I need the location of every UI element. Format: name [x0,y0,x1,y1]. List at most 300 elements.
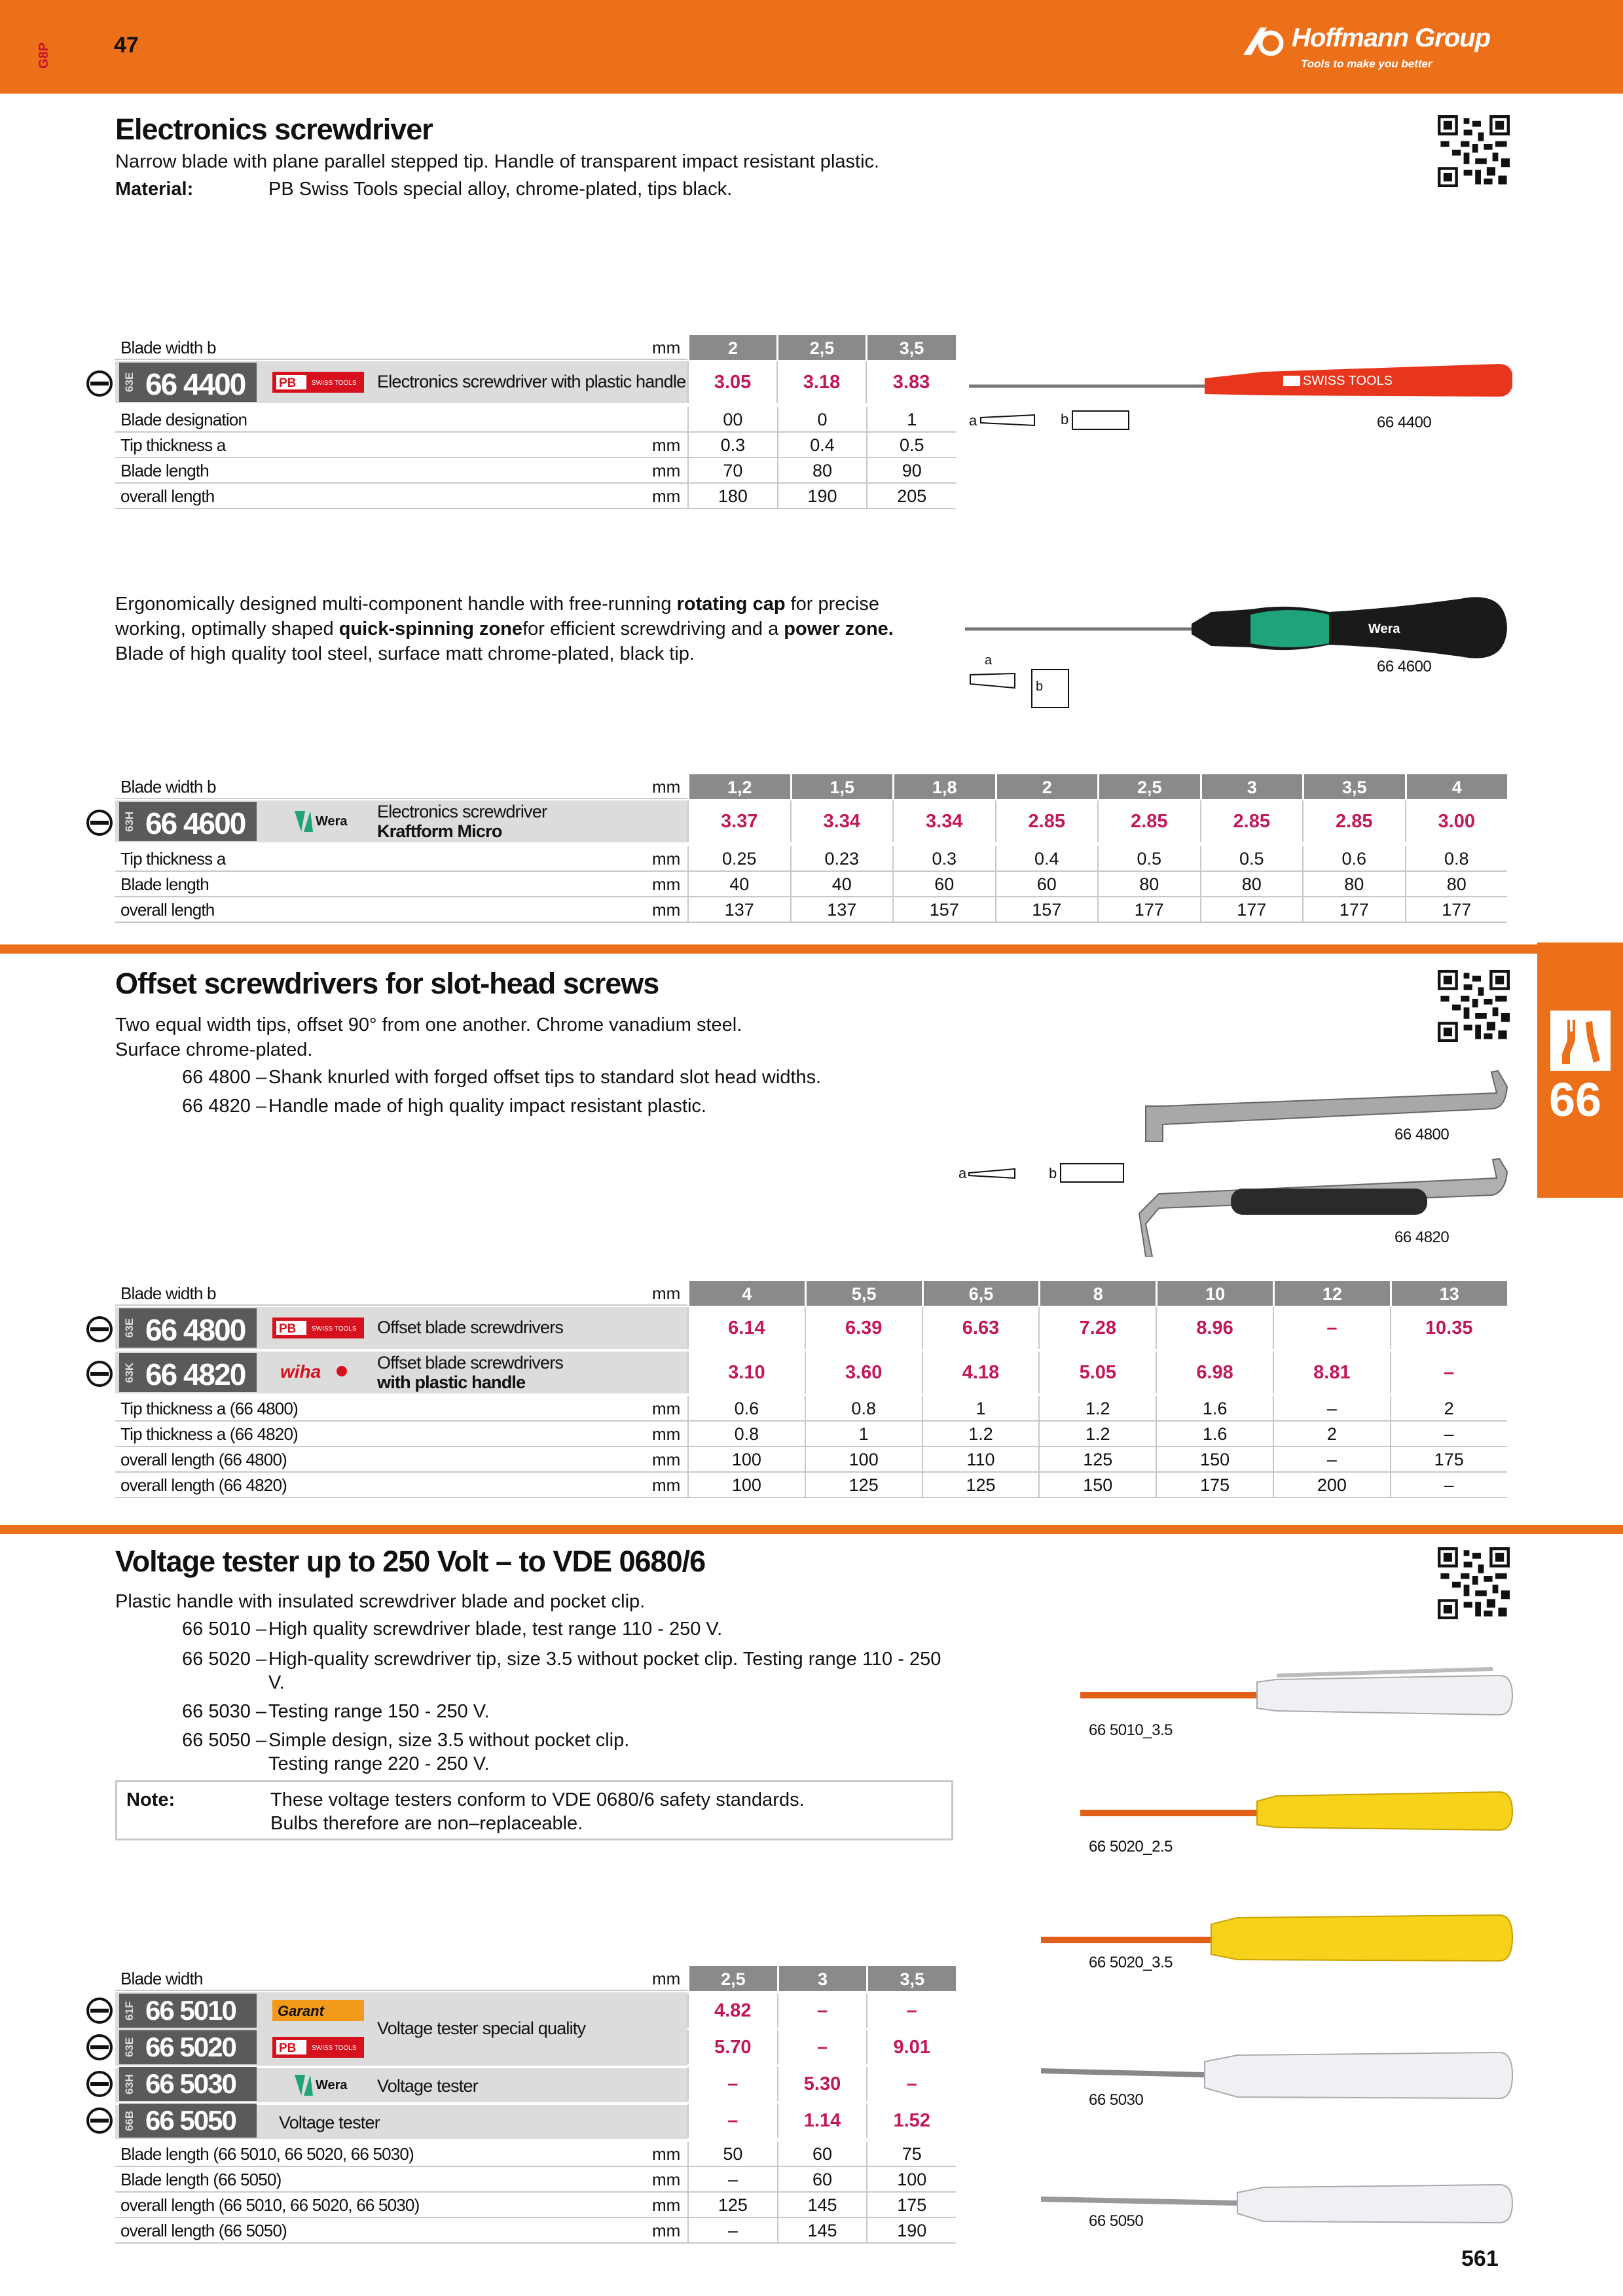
pb-swiss-tools-logo-icon [272,368,364,397]
item-text: Handle made of high quality impact resistant plastic. [268,1096,706,1117]
spec-value: – [1390,1473,1507,1498]
slot-screw-icon [86,1361,113,1387]
item-code: 66 4800 – [182,1067,267,1088]
spec-unit: mm [652,2221,681,2240]
hoffmann-logo-icon [1241,24,1286,58]
spec-value: 0.6 [1302,846,1405,872]
screwdriver-664600-image [962,586,1512,717]
product-name: Offset blade screwdrivers [377,1353,564,1372]
price: 8.81 [1273,1352,1390,1393]
item-text: High quality screwdriver blade, test range 110 - 250 V. [268,1619,723,1640]
section-title: Electronics screwdriver [115,113,433,146]
spec-value: – [1273,1447,1390,1473]
price: 2.85 [995,800,1098,842]
article-code: 66 4800 [145,1313,246,1347]
spec-value: 110 [922,1447,1039,1473]
spec-value: 1 [805,1422,922,1447]
product-name-line2: Kraftform Micro [377,821,502,841]
header-label: Blade width b [120,1283,216,1303]
garant-logo-icon [272,1998,364,2024]
spec-value: 177 [1200,897,1303,923]
article-number [119,2030,257,2064]
page-number: 561 [1461,2246,1499,2271]
voltage-tester-images [1041,1656,1519,2232]
spec-row [115,897,1507,923]
column-header: 3,5 [866,335,956,360]
spec-row [115,846,1507,872]
section-description: Two equal width tips, offset 90° from one another. Chrome vanadium steel. [115,1014,742,1035]
spec-value: 75 [866,2142,956,2167]
chapter-tab[interactable] [1537,942,1623,1198]
item-text: High-quality screwdriver tip, size 3.5 without pocket clip. Testing range 110 - 250 [268,1649,941,1670]
chapter-number: 66 [1549,1074,1602,1126]
spec-label: overall length (66 5010, 66 5020, 66 5030) [120,2195,420,2215]
product-name: Voltage tester special quality [377,2018,586,2038]
svg-text:a: a [969,412,977,429]
article-group: 63H [123,811,136,832]
spec-row [115,2218,956,2244]
spec-value: 125 [1038,1447,1156,1473]
price: – [1390,1352,1507,1393]
spec-value: 80 [1200,872,1303,897]
table-offset [115,1281,1507,1510]
column-header: 1,2 [687,774,790,799]
spec-value: 190 [777,484,867,509]
price: – [687,2104,777,2138]
product-row[interactable] [115,800,687,842]
price: 3.34 [892,800,995,842]
spec-row [115,872,1507,897]
spec-value: 145 [777,2218,867,2244]
description-line: working, optimally shaped quick-spinning zonefor efficient screwdriving and a power zone. [115,619,894,639]
spec-value: 125 [922,1473,1039,1498]
tools-icon [1548,1008,1613,1073]
unit-label: mm [652,338,681,357]
column-header: 2 [687,335,776,360]
brand-tagline: Tools to make you better [1301,58,1432,70]
spec-label: overall length (66 5050) [120,2221,287,2240]
spec-label: overall length (66 4820) [120,1475,287,1495]
svg-text:Wera: Wera [316,814,348,829]
spec-label: overall length (66 4800) [120,1450,287,1469]
price: 3.05 [687,361,776,403]
price: 7.28 [1038,1307,1156,1349]
slot-screw-icon [86,1998,113,2024]
column-header: 2,5 [1097,774,1200,799]
column-header: 2,5 [687,1966,777,1991]
price: – [866,2067,956,2101]
item-code: 66 4820 – [182,1096,267,1117]
spec-value: 0.3 [687,433,777,458]
spec-value: 70 [687,458,777,484]
side-code: G8P [37,42,51,69]
column-header: 4 [1405,774,1508,799]
price: 2.85 [1200,800,1303,842]
article-code: 66 4600 [145,806,246,840]
article-code: 66 4820 [145,1357,246,1391]
svg-text:PB: PB [279,1322,297,1336]
image-caption: 66 5020_3.5 [1089,1954,1173,1971]
spec-row [115,407,956,433]
spec-value: – [1390,1422,1507,1447]
svg-text:b: b [1049,1165,1057,1181]
slot-screw-icon [86,2034,113,2060]
article-group: 63E [123,372,136,393]
spec-unit: mm [652,2195,681,2215]
spec-value: 0 [777,407,867,433]
header-label: Blade width b [120,777,216,797]
slot-screw-icon [86,370,113,397]
column-header: 5,5 [805,1281,922,1306]
spec-value: 0.6 [687,1396,805,1422]
spec-label: Tip thickness a [120,849,226,869]
spec-value: – [687,2167,777,2193]
article-number [119,1353,257,1392]
spec-unit: mm [652,1450,681,1469]
spec-unit: mm [652,2144,681,2164]
spec-value: 2 [1273,1422,1390,1447]
spec-value: 100 [866,2167,956,2193]
wiha-logo-icon [279,1359,364,1386]
item-text: V. [268,1672,285,1693]
article-number [119,1994,257,2028]
product-name: Offset blade screwdrivers [377,1318,564,1337]
material-text: PB Swiss Tools special alloy, chrome-plated, tips black. [268,179,733,200]
spec-value: 177 [1097,897,1200,923]
note-box [115,1780,953,1840]
image-caption: 66 5030 [1089,2091,1144,2109]
slot-screw-icon [86,2108,113,2134]
article-number [119,363,257,402]
spec-value: 100 [805,1447,922,1473]
spec-value: 00 [687,407,777,433]
svg-text:SWISS TOOLS: SWISS TOOLS [312,380,357,387]
price: 5.30 [777,2067,867,2101]
product-row[interactable] [115,1352,687,1393]
article-group: 63K [123,1362,136,1383]
spec-value: 80 [1097,872,1200,897]
column-header: 4 [687,1281,805,1306]
column-header: 3 [1200,774,1303,799]
price: 6.98 [1156,1352,1273,1393]
price: 6.14 [687,1307,805,1349]
spec-value: 175 [1390,1447,1507,1473]
spec-value: 137 [790,897,893,923]
spec-value: 60 [777,2167,867,2193]
image-caption: 66 5010_3.5 [1089,1721,1173,1739]
item-text: Shank knurled with forged offset tips to standard slot head widths. [268,1067,822,1088]
spec-value: 100 [687,1473,805,1498]
price: 3.60 [805,1352,922,1393]
spec-value: 40 [687,872,790,897]
spec-value: 60 [777,2142,867,2167]
spec-unit: mm [652,849,681,869]
price: 5.05 [1038,1352,1156,1393]
price: 4.82 [687,1994,777,2028]
article-number [119,2104,257,2138]
column-header: 8 [1038,1281,1156,1306]
spec-row [115,484,956,509]
qr-code-icon[interactable] [1438,115,1510,187]
page-top-number: 47 [114,33,139,58]
item-code: 66 5050 – [182,1730,267,1751]
image-caption: 66 4800 [1395,1126,1450,1143]
spec-value: 2 [1390,1396,1507,1422]
price: 5.70 [687,2030,777,2064]
price: 9.01 [866,2030,956,2064]
spec-value: 150 [1156,1447,1273,1473]
spec-label: Tip thickness a (66 4820) [120,1424,298,1444]
article-number [119,1308,257,1348]
spec-value: 177 [1405,897,1508,923]
spec-value: 1 [866,407,956,433]
svg-text:b: b [1036,679,1044,694]
item-code: 66 5020 – [182,1649,267,1670]
spec-value: 150 [1038,1473,1156,1498]
section-title: Voltage tester up to 250 Volt – to VDE 0680/6 [115,1545,706,1578]
spec-value: 0.5 [1200,846,1303,872]
unit-label: mm [652,1283,681,1303]
spec-value: 60 [995,872,1098,897]
article-code: 66 4400 [145,367,246,401]
unit-label: mm [652,777,681,797]
spec-label: overall length [120,900,215,920]
price: 2.85 [1302,800,1405,842]
product-row[interactable] [115,1307,687,1349]
svg-text:a: a [985,653,993,668]
product-name: Electronics screwdriver with plastic handle [377,372,686,391]
description-line: Ergonomically designed multi-component handle with free-running rotating cap for precise [115,594,880,615]
price: – [687,2067,777,2101]
price: 3.34 [790,800,893,842]
section-description: Surface chrome-plated. [115,1039,313,1060]
brand-name: Hoffmann Group [1292,24,1491,52]
svg-text:PB: PB [279,2041,297,2055]
price: – [866,1994,956,2028]
svg-text:a: a [958,1165,967,1181]
spec-value: 0.25 [687,846,790,872]
price: – [1273,1307,1390,1349]
spec-value: 180 [687,484,777,509]
spec-unit: mm [652,435,681,455]
spec-label: Blade length [120,461,209,480]
price: – [777,1994,867,2028]
product-name-line2: with plastic handle [377,1372,526,1392]
slot-screw-icon [86,810,113,836]
article-group: 63H [123,2073,136,2094]
slot-screw-icon [86,2071,113,2097]
spec-value: 1.2 [1038,1396,1156,1422]
spec-label: Blade length (66 5010, 66 5020, 66 5030) [120,2144,414,2164]
spec-value: 205 [866,484,956,509]
spec-row [115,1396,1507,1422]
item-text: Testing range 150 - 250 V. [268,1701,490,1722]
spec-unit: mm [652,461,681,480]
spec-value: 90 [866,458,956,484]
image-caption: 66 4820 [1395,1229,1450,1246]
spec-row [115,433,956,458]
image-caption: 66 5020_2.5 [1089,1838,1173,1856]
unit-label: mm [652,1969,681,1988]
article-code: 66 5020 [145,2032,236,2062]
spec-unit: mm [652,486,681,506]
spec-unit: mm [652,1475,681,1495]
item-code: 66 5030 – [182,1701,267,1722]
section-description: Plastic handle with insulated screwdriver blade and pocket clip. [115,1591,646,1612]
price: 3.10 [687,1352,805,1393]
article-number [119,802,257,841]
spec-row [115,2142,956,2167]
spec-value: 177 [1302,897,1405,923]
image-caption: 66 5050 [1089,2212,1144,2230]
spec-value: 80 [1302,872,1405,897]
spec-label: overall length [120,486,215,506]
column-header: 13 [1390,1281,1507,1306]
price: 10.35 [1390,1307,1507,1349]
spec-value: – [687,2218,777,2244]
wera-logo-icon [292,2072,357,2098]
spec-label: Blade designation [120,410,247,429]
item-text: Simple design, size 3.5 without pocket clip. [268,1730,630,1751]
column-header: 10 [1156,1281,1273,1306]
spec-value: 0.23 [790,846,893,872]
price: 3.83 [866,361,956,403]
spec-row [115,2193,956,2218]
column-header: 3 [777,1966,867,1991]
spec-value: 190 [866,2218,956,2244]
section-separator [0,1525,1623,1534]
spec-unit: mm [652,1399,681,1418]
spec-value: 0.3 [892,846,995,872]
product-name: Voltage tester [377,2076,478,2096]
svg-text:SWISS TOOLS: SWISS TOOLS [312,2045,357,2052]
svg-text:Wera: Wera [316,2078,348,2092]
header-label: Blade width [120,1969,203,1988]
column-header: 2 [995,774,1098,799]
svg-text:SWISS TOOLS: SWISS TOOLS [312,1325,357,1333]
spec-value: 145 [777,2193,867,2218]
spec-value: 40 [790,872,893,897]
brand-logo [1241,20,1516,79]
price: 8.96 [1156,1307,1273,1349]
note-text: These voltage testers conform to VDE 0680/6 safety standards. [270,1789,805,1810]
column-header: 3,5 [866,1966,956,1991]
qr-code-icon[interactable] [1438,970,1510,1042]
spec-label: Blade length [120,874,209,894]
product-row[interactable] [115,361,687,403]
spec-value: 1.2 [922,1422,1039,1447]
column-header: 1,8 [892,774,995,799]
spec-value: 157 [995,897,1098,923]
description-line: Blade of high quality tool steel, surface matt chrome-plated, black tip. [115,643,695,664]
spec-row [115,1473,1507,1498]
page-header [0,0,1623,94]
spec-value: 0.8 [805,1396,922,1422]
spec-value: 175 [866,2193,956,2218]
spec-value: 157 [892,897,995,923]
table-voltage [115,1966,956,2241]
product-name: Voltage tester [279,2113,380,2132]
svg-text:Garant: Garant [278,2003,324,2019]
spec-label: Blade length (66 5050) [120,2170,282,2189]
spec-unit: mm [652,874,681,894]
spec-value: 1.6 [1156,1396,1273,1422]
section-separator [0,944,1623,954]
image-caption: 66 4600 [1377,658,1432,675]
price: 2.85 [1097,800,1200,842]
article-group: 63E [123,2037,136,2058]
column-header: 12 [1273,1281,1390,1306]
spec-unit: mm [652,1424,681,1444]
image-caption: 66 4400 [1377,414,1432,431]
wera-logo-icon [292,808,357,834]
svg-text:b: b [1061,411,1069,427]
column-header: 3,5 [1302,774,1405,799]
offset-screwdriver-image [956,1060,1519,1257]
spec-row [115,458,956,484]
spec-unit: mm [652,900,681,920]
column-header: 1,5 [790,774,893,799]
spec-value: 1.6 [1156,1422,1273,1447]
spec-value: 80 [777,458,867,484]
spec-value: 0.4 [777,433,867,458]
spec-row [115,1422,1507,1447]
spec-value: 0.8 [1405,846,1508,872]
column-header: 2,5 [776,335,866,360]
spec-value: 60 [892,872,995,897]
slot-screw-icon [86,1316,113,1342]
price: 1.52 [866,2104,956,2138]
price: – [777,2030,867,2064]
material-label: Material: [115,179,194,200]
section-description: Narrow blade with plane parallel stepped tip. Handle of transparent impact resistant plastic. [115,151,880,172]
spec-value: – [1273,1396,1390,1422]
spec-value: 137 [687,897,790,923]
pb-swiss-tools-logo-icon [272,1314,364,1342]
svg-text:Wera: Wera [1368,622,1400,636]
article-group: 61F [123,2001,136,2020]
spec-label: Tip thickness a (66 4800) [120,1399,298,1418]
spec-value: 100 [687,1447,805,1473]
spec-value: 0.8 [687,1422,805,1447]
article-code: 66 5030 [145,2068,236,2099]
spec-value: 200 [1273,1473,1390,1498]
svg-text:SWISS TOOLS: SWISS TOOLS [1303,374,1393,388]
spec-label: Tip thickness a [120,435,226,455]
price: 3.37 [687,800,790,842]
spec-row [115,1447,1507,1473]
price: 6.39 [805,1307,922,1349]
price: 3.00 [1405,800,1508,842]
column-header: 6,5 [922,1281,1039,1306]
note-text: Bulbs therefore are non–replaceable. [270,1813,583,1834]
price: 4.18 [922,1352,1039,1393]
spec-value: 80 [1405,872,1508,897]
svg-text:PB: PB [279,376,297,390]
spec-value: 175 [1156,1473,1273,1498]
table-664400 [115,335,956,512]
price: 6.63 [922,1307,1039,1349]
table-header-row [115,335,956,360]
item-text: Testing range 220 - 250 V. [268,1753,490,1774]
spec-value: 125 [805,1473,922,1498]
spec-row [115,2167,956,2193]
qr-code-icon[interactable] [1438,1547,1510,1619]
spec-value: 1.2 [1038,1422,1156,1447]
price: 3.18 [776,361,866,403]
article-number [119,2067,257,2101]
price: 1.14 [777,2104,867,2138]
